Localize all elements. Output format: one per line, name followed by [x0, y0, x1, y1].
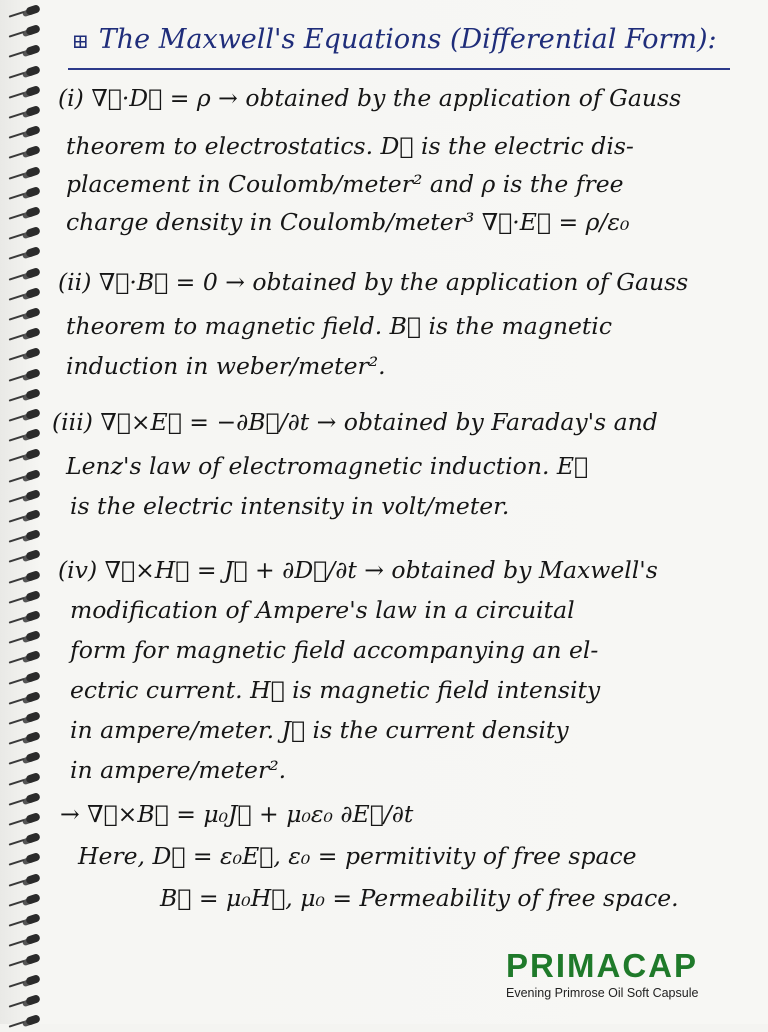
line-16: in ampere/meter². — [70, 756, 287, 784]
spiral-ring — [25, 711, 41, 723]
spiral-ring — [25, 267, 41, 279]
spiral-binding — [4, 0, 44, 1024]
line-5: (ii) ∇⃗·B⃗ = 0 → obtained by the application of Gauss — [58, 268, 689, 296]
spiral-ring — [25, 125, 41, 137]
spiral-ring — [25, 44, 41, 56]
spiral-ring — [25, 691, 41, 703]
line-12: modification of Ampere's law in a circuital — [70, 596, 575, 624]
spiral-ring — [25, 650, 41, 662]
spiral-ring — [25, 529, 41, 541]
spiral-ring — [25, 105, 41, 117]
spiral-ring — [25, 671, 41, 683]
spiral-ring — [25, 428, 41, 440]
title-underline — [68, 68, 730, 70]
line-9: Lenz's law of electromagnetic induction. E⃗ — [66, 452, 589, 480]
spiral-ring — [25, 489, 41, 501]
spiral-ring — [25, 933, 41, 945]
spiral-ring — [25, 287, 41, 299]
line-19: B⃗ = μ₀H⃗, μ₀ = Permeability of free space. — [160, 884, 679, 912]
spiral-ring — [25, 448, 41, 460]
spiral-ring — [25, 610, 41, 622]
spiral-ring — [25, 85, 41, 97]
spiral-ring — [25, 186, 41, 198]
line-14: ectric current. H⃗ is magnetic field intensity — [70, 676, 601, 704]
line-1: (i) ∇⃗·D⃗ = ρ → obtained by the application of Gauss — [58, 84, 682, 112]
spiral-ring — [25, 166, 41, 178]
spiral-ring — [25, 1014, 41, 1026]
spiral-ring — [25, 388, 41, 400]
spiral-ring — [25, 590, 41, 602]
spiral-ring — [25, 630, 41, 642]
spiral-ring — [25, 549, 41, 561]
line-11: (iv) ∇⃗×H⃗ = J⃗ + ∂D⃗/∂t → obtained by Maxwell's — [58, 556, 658, 584]
spiral-ring — [25, 509, 41, 521]
spiral-ring — [25, 307, 41, 319]
spiral-ring — [25, 246, 41, 258]
spiral-ring — [25, 4, 41, 16]
line-4: charge density in Coulomb/meter³ ∇⃗·E⃗ = ρ/ε₀ — [66, 208, 630, 236]
line-8: (iii) ∇⃗×E⃗ = −∂B⃗/∂t → obtained by Faraday's and — [52, 408, 658, 436]
watermark-logo — [506, 948, 726, 1000]
spiral-ring — [25, 832, 41, 844]
bullet-box-icon: ⊞ — [72, 29, 89, 53]
logo-brand: PRIMACAP — [506, 947, 699, 984]
spiral-ring — [25, 570, 41, 582]
spiral-ring — [25, 913, 41, 925]
spiral-ring — [25, 469, 41, 481]
title-text: The Maxwell's Equations (Differential Form): — [98, 24, 717, 55]
line-15: in ampere/meter. J⃗ is the current density — [70, 716, 569, 744]
line-13: form for magnetic field accompanying an el- — [70, 636, 599, 664]
spiral-ring — [25, 408, 41, 420]
spiral-ring — [25, 812, 41, 824]
spiral-ring — [25, 206, 41, 218]
spiral-ring — [25, 953, 41, 965]
spiral-ring — [25, 772, 41, 784]
spiral-ring — [25, 792, 41, 804]
spiral-ring — [25, 145, 41, 157]
logo-tagline: Evening Primrose Oil Soft Capsule — [506, 986, 699, 1000]
page-title — [72, 24, 732, 55]
spiral-ring — [25, 852, 41, 864]
spiral-ring — [25, 974, 41, 986]
line-7: induction in weber/meter². — [66, 352, 386, 380]
line-18: Here, D⃗ = ε₀E⃗, ε₀ = permitivity of free space — [78, 842, 637, 870]
line-6: theorem to magnetic field. B⃗ is the magnetic — [66, 312, 612, 340]
spiral-ring — [25, 24, 41, 36]
line-3: placement in Coulomb/meter² and ρ is the free — [66, 170, 624, 198]
line-17: → ∇⃗×B⃗ = μ₀J⃗ + μ₀ε₀ ∂E⃗/∂t — [60, 800, 414, 828]
line-10: is the electric intensity in volt/meter. — [70, 492, 510, 520]
spiral-ring — [25, 65, 41, 77]
spiral-ring — [25, 731, 41, 743]
line-2: theorem to electrostatics. D⃗ is the electric dis- — [66, 132, 634, 160]
spiral-ring — [25, 751, 41, 763]
spiral-ring — [25, 994, 41, 1006]
spiral-ring — [25, 347, 41, 359]
spiral-ring — [25, 368, 41, 380]
spiral-ring — [25, 893, 41, 905]
spiral-ring — [25, 327, 41, 339]
spiral-ring — [25, 873, 41, 885]
spiral-ring — [25, 226, 41, 238]
